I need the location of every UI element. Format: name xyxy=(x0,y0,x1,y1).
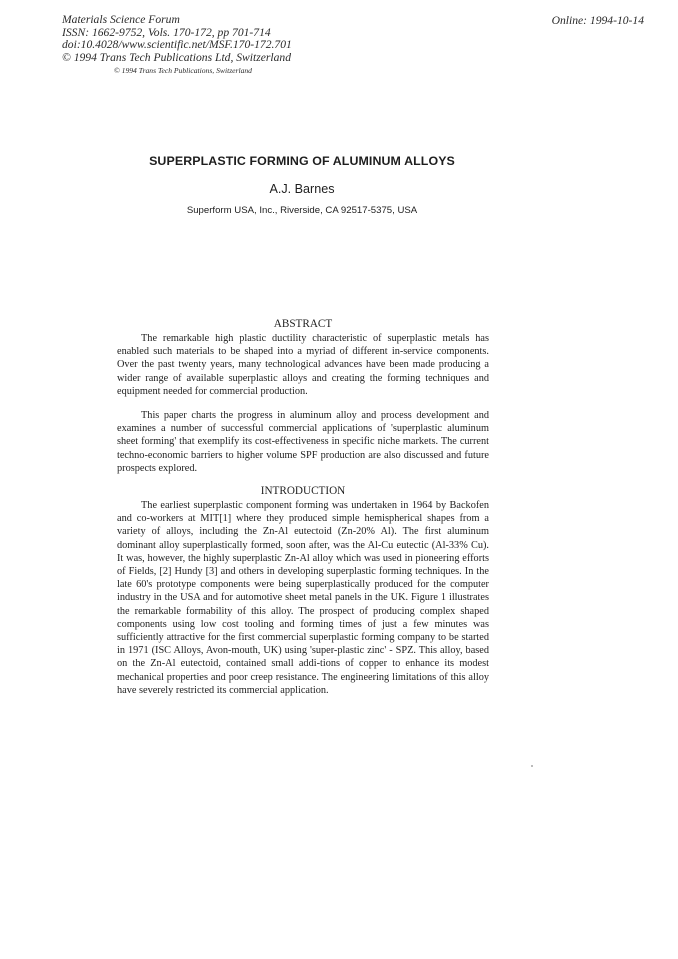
journal-header xyxy=(62,14,292,64)
copyright-line: © 1994 Trans Tech Publications Ltd, Switzerland xyxy=(62,50,292,64)
introduction-paragraph-1 xyxy=(117,499,489,697)
abstract-text-2: This paper charts the progress in aluminum alloy and process development and examines a number of successful commercial applications of 'superplastic aluminum sheet forming' that exemplify its cost-effectiveness in specific niche markets. The current techno-economic barriers to higher volume SPF production are also discussed and future prospects explored. xyxy=(117,410,489,474)
paper-author: A.J. Barnes xyxy=(269,182,335,196)
scan-speck xyxy=(531,765,533,767)
copyright-small: © 1994 Trans Tech Publications, Switzerland xyxy=(114,66,252,75)
doi-line[interactable]: doi:10.4028/www.scientific.net/MSF.170-172.701 xyxy=(62,38,292,52)
abstract-heading: ABSTRACT xyxy=(273,318,333,330)
online-date: Online: 1994-10-14 xyxy=(551,14,644,27)
abstract-text-1: The remarkable high plastic ductility characteristic of superplastic metals has enabled such materials to be shaped into a myriad of different in-service components. Over the past twenty years, many technological advances have been made producing a wider range of available superplastic alloys and creating the forming techniques and equipment needed for commercial production. xyxy=(117,333,489,397)
paper-title: SUPERPLASTIC FORMING OF ALUMINUM ALLOYS xyxy=(149,154,455,168)
journal-name: Materials Science Forum xyxy=(62,13,180,26)
abstract-paragraph-1 xyxy=(117,332,489,398)
introduction-text-1: The earliest superplastic component forming was undertaken in 1964 by Backofen and co-workers at MIT[1] where they produced simple hemispherical shapes from a variety of alloys, including the Zn-Al eutectoid (Zn-20% Al). The first aluminum dominant alloy superplastically formed, soon after, was the Al-Cu eutectic (Al-33% Cu). It was, however, the highly superplastic Zn-Al alloy which was used in pioneering efforts of Fields, [2] Hundy [3] and others in developing superplastic forming techniques. In the late 60's prototype components were being superplastically produced for the computer industry in the USA and for automotive sheet metal panels in the UK. Figure 1 illustrates the remarkable formability of this alloy. The prospect of producing complex shaped components using low cost tooling and forming times of just a few minutes was sufficiently attractive for the first commercial superplastic forming company to be started in 1971 (ISC Alloys, Avon-mouth, UK) using 'super-plastic zinc' - SPZ. This alloy, based on the Zn-Al eutectoid, contained small addi-tions of copper to enhance its modest mechanical properties and poor creep resistance. The engineering limitations of this alloy have severely restricted its commercial application. xyxy=(117,500,489,696)
introduction-heading: INTRODUCTION xyxy=(260,485,346,497)
abstract-paragraph-2 xyxy=(117,409,489,475)
author-affiliation: Superform USA, Inc., Riverside, CA 92517-5375, USA xyxy=(186,205,418,216)
issn-line: ISSN: 1662-9752, Vols. 170-172, pp 701-714 xyxy=(62,25,271,39)
